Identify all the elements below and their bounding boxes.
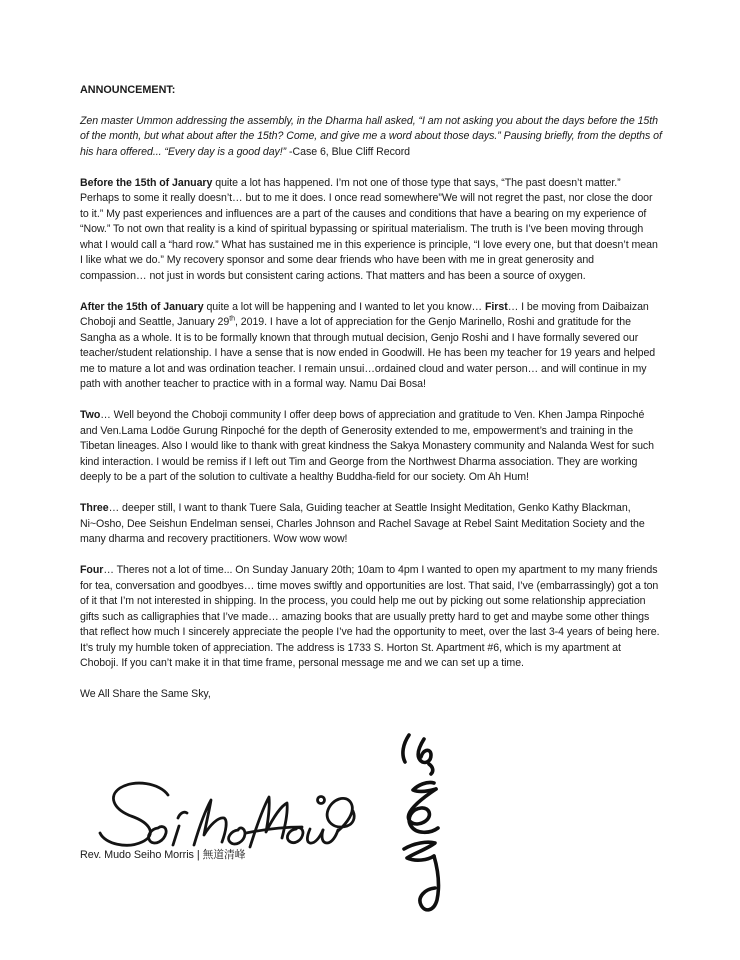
paragraph-four xyxy=(80,563,662,672)
text-segment: … I be moving from Daibaizan Choboji and Seattle, January 29 xyxy=(80,300,649,328)
signature-script xyxy=(100,783,354,847)
text-segment: , 2019. I have a lot of appreciation for the Genjo Marinello, Roshi and gratitude for the Sangha as a whole. It is to be formally known that through mutual decision, Genjo Roshi and I have formally severed our teacher/student relationship. I have a sense that is now ended in Goodwill. He has been my teacher for 19 years and helped me to mature a lot and was ordination teacher. I remain unsui…ordained cloud and water person… and will continue in my path with another teacher to practice with in a formal way. Namu Dai Bosa! xyxy=(80,316,656,390)
paragraph-three xyxy=(80,501,662,548)
text-segment: … Well beyond the Choboji community I offer deep bows of appreciation and gratitude to Ven. Khen Jampa Rinpoché and Ven.Lama Lodöe Gurung Rinpoché for the depth of Generosity extended to me, empowerment’s and training in the Tibetan lineages. Also I would like to thank with great kindness the Sakya Monastery community and Nalanda West for such kind interaction. I would be remiss if I left out Tim and George from the Northwest Dharma association. They are working deeply to be a part of the solution to cultivate a healthy Buddha-field for our society. Om Ah Hum! xyxy=(80,409,655,483)
text-segment: … Theres not a lot of time... On Sunday January 20th; 10am to 4pm I wanted to open my apartment to my many friends for tea, conversation and goodbyes… time moves swiftly and opportunities are lost. That said, I’ve (embarrassingly) got a ton of it that I’m not interested in shipping. In the process, you could help me out by picking out some relationship appreciation gifts such as calligraphies that I’ve made… amazing books that are usually pretty hard to get and maybe some other things that reflect how much I sincerely appreciate the people I’ve had the opportunity to meet, over the last 3-4 years of being here. It’s truly my humble token of appreciation. The address is 1733 S. Horton St. Apartment #6, which is my apartment at Choboji. If you can’t make it in that time frame, personal message me and we can set up a time. xyxy=(80,564,660,669)
text-segment: … deeper still, I want to thank Tuere Sala, Guiding teacher at Seattle Insight Meditation, Genko Kathy Blackman, Ni~Osho, Dee Seishun Endelman sensei, Charles Johnson and Rachel Savage at Rebel Saint Meditation Society and the many dharma and recovery practitioners. Wow wow wow! xyxy=(80,502,645,545)
text-segment: th xyxy=(229,315,235,323)
text-segment: Before the 15th of January xyxy=(80,176,213,189)
text-segment: First xyxy=(484,300,508,313)
text-segment: quite a lot has happened. I’m not one of those type that says, “The past doesn’t matter.” Perhaps to some it really doesn’t… but to me it does. I once read somewhere”We will not regret the past, nor close the door to it.” My past experiences and influences are a part of the causes and conditions that have a bearing on my experience of “Now.” To not own that reality is a kind of spiritual bypassing or spiritual materialism. The truth is I’ve been moving through what I would call a “hard row.” What has sustained me in this experience is principle, “I love every one, but that doesn’t mean I like what we do.” My recovery sponsor and some dear friends who have been with me in great generosity and compassion… not just in words but consistent caring actions. That matters and has been a source of oxygen. xyxy=(80,176,658,282)
text-segment: Three xyxy=(80,502,109,514)
paragraph-before-the-15th xyxy=(80,176,662,285)
document-paragraphs xyxy=(80,114,662,672)
paragraph-two xyxy=(80,408,662,486)
paragraph-after-the-15th-first xyxy=(80,300,662,393)
brush-calligraphy xyxy=(403,735,439,910)
announcement-heading: ANNOUNCEMENT: xyxy=(80,84,176,96)
closing-line: We All Share the Same Sky, xyxy=(80,688,211,700)
letter-body xyxy=(80,83,662,718)
text-segment: quite a lot will be happening and I wanted to let you know… xyxy=(203,300,485,313)
text-segment: After the 15th of January xyxy=(80,300,204,313)
opening-koan-quote xyxy=(80,114,662,161)
signature-caption: Rev. Mudo Seiho Morris | 無道清峰 xyxy=(80,849,246,861)
text-segment: Four xyxy=(80,564,104,576)
text-segment: Two xyxy=(80,409,101,421)
text-segment: Zen master Ummon addressing the assembly, in the Dharma hall asked, “I am not asking you about the days before the 15th of the month, but what about after the 15th? Come, and give me a word about those days.” Pausing briefly, from the depths of his hara offered... “Every day is a good day!” xyxy=(80,114,662,158)
text-segment: -Case 6, Blue Cliff Record xyxy=(289,145,411,158)
